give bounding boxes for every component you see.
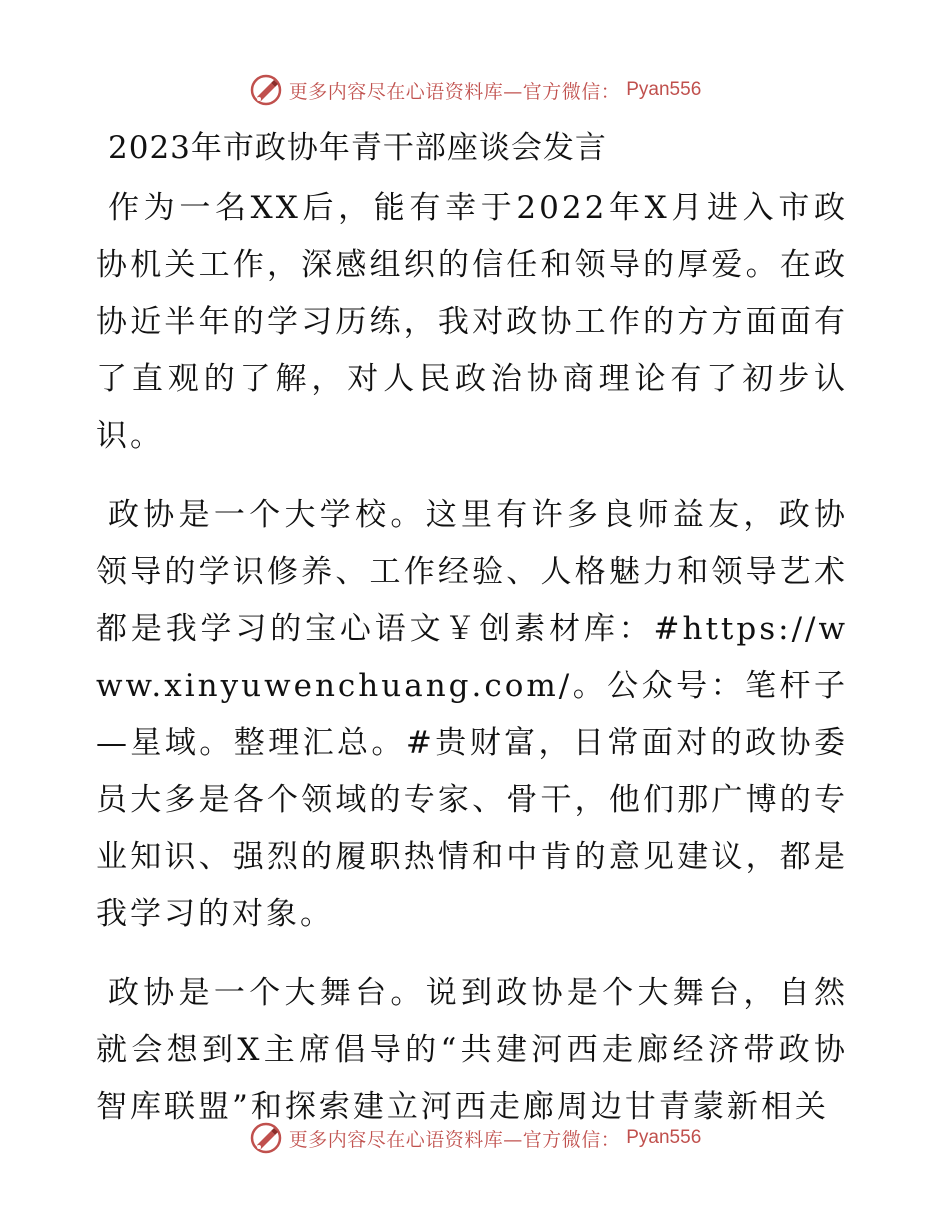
watermark-wechat-id: Pyan556 xyxy=(626,1127,702,1148)
watermark-wechat-id: Pyan556 xyxy=(626,79,702,100)
paragraph-3: 政协是一个大舞台。说到政协是个大舞台，自然就会想到X主席倡导的“共建河西走廊经济带政协智库联盟”和探索建立河西走廊周边甘青蒙新相关 xyxy=(96,975,848,1125)
pen-logo-icon xyxy=(249,1121,283,1155)
header-watermark xyxy=(0,70,950,110)
watermark-text: 更多内容尽在心语资料库—官方微信： xyxy=(288,80,621,103)
document-title: 2023年市政协年青干部座谈会发言 xyxy=(108,130,607,166)
pen-logo-icon xyxy=(249,73,283,107)
paragraph-1: 作为一名XX后，能有幸于2022年X月进入市政协机关工作，深感组织的信任和领导的厚爱。在政协近半年的学习历练，我对政协工作的方方面面有了直观的了解，对人民政治协商理论有了初步认识。 xyxy=(96,190,848,454)
document-body xyxy=(96,122,848,1158)
footer-watermark xyxy=(0,1118,950,1158)
paragraph-2: 政协是一个大学校。这里有许多良师益友，政协领导的学识修养、工作经验、人格魅力和领导艺术都是我学习的宝心语文￥创素材库：#https://www.xinyuwenchuang.com/。公众号：笔杆子—星域。整理汇总。#贵财富，日常面对的政协委员大多是各个领域的专家、骨干，他们那广博的专业知识、强烈的履职热情和中肯的意见建议，都是我学习的对象。 xyxy=(96,497,848,932)
watermark-text: 更多内容尽在心语资料库—官方微信： xyxy=(288,1128,621,1151)
